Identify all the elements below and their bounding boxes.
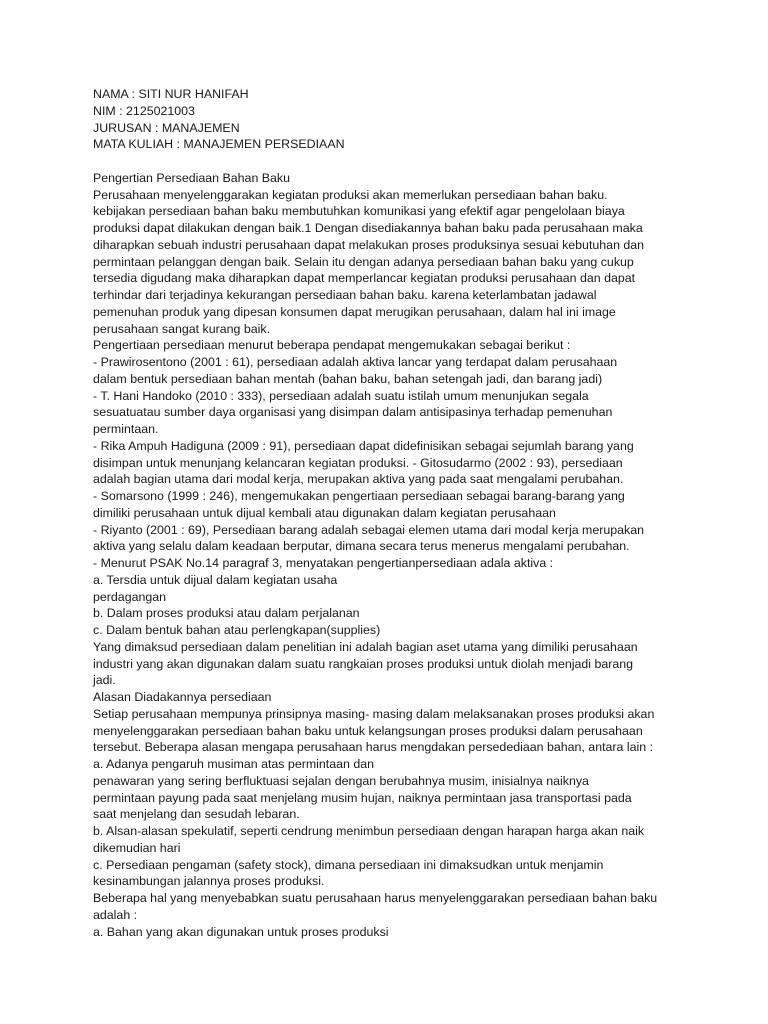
list-item: c. Dalam bentuk bahan atau perlengkapan(supplies) <box>93 623 381 637</box>
paragraph-line: dikemudian hari <box>93 840 181 855</box>
paragraph-line: - Riyanto (2001 : 69), Persediaan barang adalah sebagai elemen utama dari modal kerja merupakan <box>93 522 645 537</box>
paragraph-line: adalah : <box>93 907 138 922</box>
paragraph-line: Setiap perusahaan mempunya prinsipnya masing- masing dalam melaksanakan proses produksi akan <box>93 706 655 721</box>
paragraph-line: permintaan. <box>93 422 159 436</box>
list-item: a. Tersdia untuk dijual dalam kegiatan usaha <box>93 572 338 587</box>
paragraph-line: perusahaan sangat kurang baik. <box>93 321 271 336</box>
list-item: a. Bahan yang akan digunakan untuk proses produksi <box>93 924 389 939</box>
list-item: a. Adanya pengaruh musiman atas permintaan dan <box>93 757 375 771</box>
paragraph-line: penawaran yang sering berfluktuasi sejalan dengan berubahnya musim, inisialnya naiknya <box>93 773 589 788</box>
paragraph-line: terhindar dari terjadinya kekurangan persediaan bahan baku. karena keterlambatan jadawal <box>93 288 597 302</box>
paragraph-line: Beberapa hal yang menyebabkan suatu perusahaan harus menyelenggarakan persediaan bahan baku <box>93 891 658 905</box>
paragraph-line: disimpan untuk menunjang kelancaran kegiatan produksi. - Gitosudarmo (2002 : 93), persediaan <box>93 455 623 470</box>
paragraph-line: tersedia digudang maka diharapkan dapat memperlancar kegiatan produksi perusahaan dan dapat <box>93 271 636 286</box>
paragraph-line: permintaan payung pada saat menjelang musim hujan, naiknya permintaan jasa transportasi pada <box>93 790 632 805</box>
paragraph-line: pemenuhan produk yang dipesan konsumen dapat merugikan perusahaan, dalam hal ini image <box>93 304 616 319</box>
paragraph-line: - Somarsono (1999 : 246), mengemukakan pengertiaan persediaan sebagai barang-barang yang <box>93 489 625 503</box>
paragraph-line: dalam bentuk persediaan bahan mentah (bahan baku, bahan setengah jadi, dan barang jadi) <box>93 371 603 386</box>
paragraph-line: aktiva yang selalu dalam keadaan berputar, dimana secara terus menerus mengalami perubahan. <box>93 539 630 554</box>
paragraph-line: - Menurut PSAK No.14 paragraf 3, menyatakan pengertianpersediaan adala aktiva : <box>93 556 554 570</box>
list-item: perdagangan <box>93 589 167 604</box>
paragraph-line: sesuatuatau sumber daya organisasi yang disimpan dalam antisipasinya terhadap pemenuhan <box>93 405 613 420</box>
header-jurusan-line: JURUSAN : MANAJEMEN <box>93 120 240 135</box>
paragraph-line: menyelenggarakan persediaan bahan baku untuk kelangsungan proses produksi dalam perusahaan <box>93 723 643 738</box>
paragraph-line: industri yang akan digunakan dalam suatu rangkaian proses produksi untuk diolah menjadi barang <box>93 656 634 671</box>
paragraph-line: adalah bagian utama dari modal kerja, merupakan aktiva yang pada saat mengalami perubahan. <box>93 472 624 487</box>
document-text <box>93 86 683 940</box>
paragraph-line: - Rika Ampuh Hadiguna (2009 : 91), persediaan dapat didefinisikan sebagai sejumlah barang yang <box>93 438 634 453</box>
section-heading: Pengertian Persediaan Bahan Baku <box>93 170 291 185</box>
paragraph-line: permintaan pelanggan dengan baik. Selain itu dengan adanya persediaan bahan baku yang cukup <box>93 254 634 269</box>
paragraph-line: diharapkan sebuah industri perusahaan dapat melakukan proses produksinya sesuai kebutuhan dan <box>93 237 645 252</box>
paragraph-line: kesinambungan jalannya proses produksi. <box>93 874 325 889</box>
blank-line <box>93 153 683 170</box>
list-item: b. Alsan-alasan spekulatif, seperti cendrung menimbun persediaan dengan harapan harga akan naik <box>93 824 645 838</box>
header-name-line: NAMA : SITI NUR HANIFAH <box>93 87 249 101</box>
header-nim-line: NIM : 2125021003 <box>93 103 195 118</box>
paragraph-line: jadi. <box>93 673 116 688</box>
list-item: c. Persediaan pengaman (safety stock), dimana persediaan ini dimaksudkan untuk menjamin <box>93 857 604 872</box>
section-heading: Alasan Diadakannya persediaan <box>93 690 272 704</box>
paragraph-line: - T. Hani Handoko (2010 : 333), persediaan adalah suatu istilah umum menunjukan segala <box>93 388 589 403</box>
header-course-line: MATA KULIAH : MANAJEMEN PERSEDIAAN <box>93 137 345 152</box>
paragraph-line: dimiliki perusahaan untuk dijual kembali atau digunakan dalam kegiatan perusahaan <box>93 505 556 520</box>
paragraph-line: Yang dimaksud persediaan dalam penelitian ini adalah bagian aset utama yang dimiliki perusahaan <box>93 639 638 654</box>
paragraph-line: Perusahaan menyelenggarakan kegiatan produksi akan memerlukan persediaan bahan baku. <box>93 187 608 202</box>
paragraph-line: - Prawirosentono (2001 : 61), persediaan adalah aktiva lancar yang terdapat dalam perusahaan <box>93 355 618 369</box>
paragraph-line: tersebut. Beberapa alasan mengapa perusahaan harus mengdakan persedediaan bahan, antara lain : <box>93 740 654 755</box>
paragraph-line: produksi dapat dilakukan dengan baik.1 Dengan disediakannya bahan baku pada perusahaan maka <box>93 221 643 235</box>
list-item: b. Dalam proses produksi atau dalam perjalanan <box>93 606 360 621</box>
paragraph-line: saat menjelang dan sesudah lebaran. <box>93 807 300 822</box>
paragraph-line: kebijakan persediaan bahan baku membutuhkan komunikasi yang efektif agar pengelolaan biaya <box>93 204 625 219</box>
paragraph-line: Pengertiaan persediaan menurut beberapa pendapat mengemukakan sebagai berikut : <box>93 338 571 353</box>
